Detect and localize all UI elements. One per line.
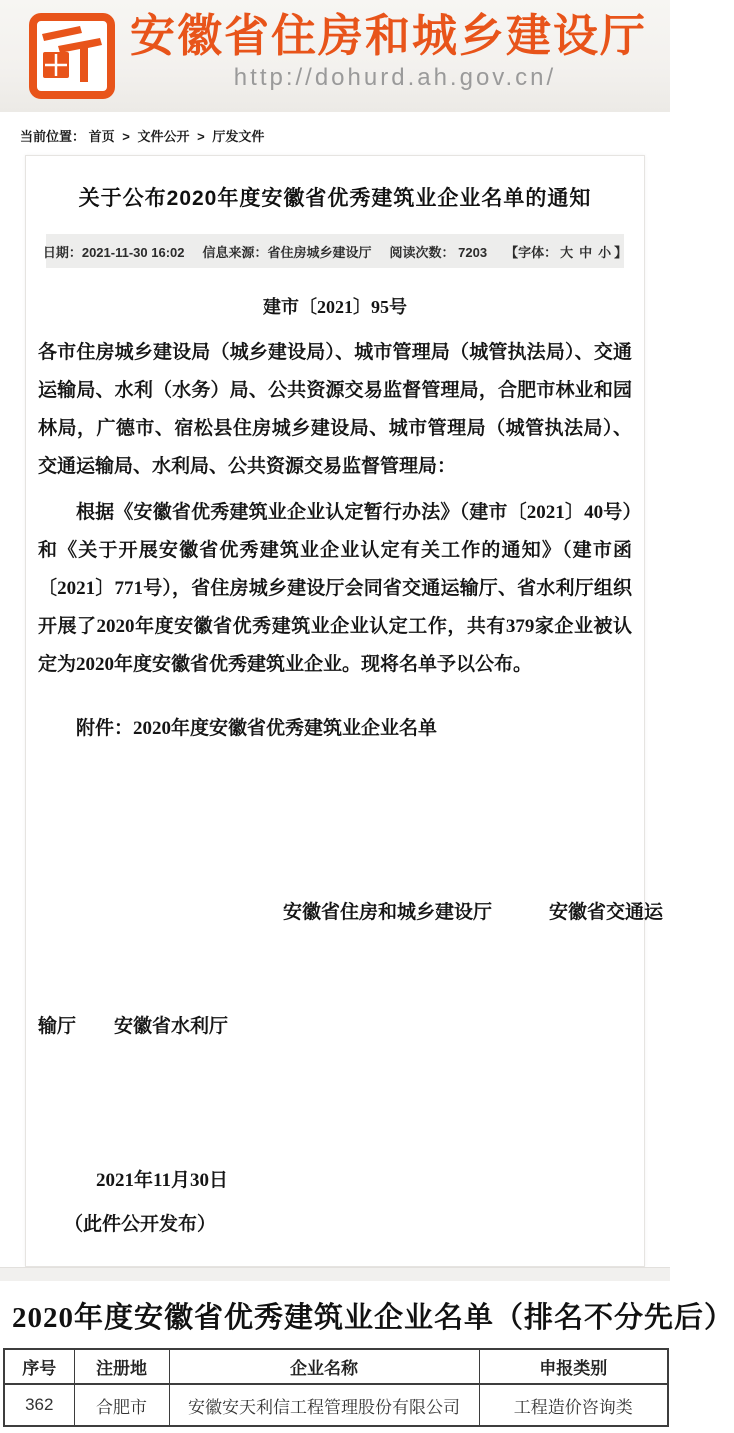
cell-registration-place: 合肥市 <box>74 1384 169 1426</box>
attachment-table-section <box>0 1281 734 1433</box>
document-wrapper <box>0 155 670 1267</box>
meta-date-value: 2021-11-30 16:02 <box>81 244 185 260</box>
meta-font-open: 【字体： <box>505 244 558 260</box>
meta-font-controls <box>505 242 627 261</box>
font-size-small-button[interactable]: 小 <box>598 244 612 260</box>
document-card <box>25 155 664 1267</box>
table-row <box>4 1384 668 1426</box>
breadcrumb-home-link[interactable]: 首页 <box>88 129 115 144</box>
breadcrumb-separator: > <box>197 129 205 144</box>
document-meta-bar <box>42 234 628 268</box>
table-header-row <box>4 1349 668 1384</box>
section-divider <box>0 1267 670 1281</box>
document-title: 关于公布2020年度安徽省优秀建筑业企业名单的通知 <box>78 187 592 210</box>
public-release-note: （此件公开发布） <box>64 1214 217 1235</box>
meta-font-close: 】 <box>614 244 628 260</box>
cell-enterprise-name: 安徽安天利信工程管理股份有限公司 <box>169 1384 479 1426</box>
document-number: 建市〔2021〕95号 <box>263 297 407 317</box>
cell-application-category: 工程造价咨询类 <box>479 1384 668 1426</box>
recipients-paragraph: 各市住房城乡建设局（城乡建设局）、城市管理局（城管执法局）、交通运输局、水利（水务）局、公共资源交易监督管理局，合肥市林业和园林局，广德市、宿松县住房城乡建设局、城市管理局（城管执法局）、交通运输局、水利局、公共资源交易监督管理局： <box>38 342 632 477</box>
site-url: http://dohurd.ah.gov.cn/ <box>233 64 557 91</box>
meta-source <box>203 242 372 261</box>
meta-views-label: 阅读次数： <box>389 244 455 260</box>
breadcrumb-separator: > <box>122 129 130 144</box>
signature-block <box>38 818 664 1122</box>
header-serial-number: 序号 <box>4 1349 74 1384</box>
breadcrumb <box>0 112 670 155</box>
breadcrumb-files-link[interactable]: 文件公开 <box>137 129 190 144</box>
meta-views-value: 7203 <box>458 244 488 260</box>
cell-serial-number: 362 <box>4 1384 74 1426</box>
site-logo-icon <box>28 12 116 100</box>
meta-source-label: 信息来源： <box>202 244 268 260</box>
meta-date <box>43 242 185 261</box>
site-banner <box>0 0 670 112</box>
header-application-category: 申报类别 <box>479 1349 668 1384</box>
breadcrumb-dept-docs-link[interactable]: 厅发文件 <box>212 129 265 144</box>
enterprise-roster-table <box>3 1348 669 1427</box>
meta-date-label: 日期： <box>42 244 82 260</box>
breadcrumb-label: 当前位置： <box>20 129 86 144</box>
signature-line-1: 安徽省住房和城乡建设厅 安徽省交通运 <box>283 902 664 923</box>
header-registration-place: 注册地 <box>74 1349 169 1384</box>
meta-views <box>390 242 488 261</box>
font-size-large-button[interactable]: 大 <box>560 244 574 260</box>
attachment-link[interactable]: 附件：2020年度安徽省优秀建筑业企业名单 <box>76 718 438 739</box>
document-date: 2021年11月30日 <box>96 1170 228 1191</box>
document-body <box>38 288 664 1244</box>
site-title: 安徽省住房和城乡建设厅 <box>130 10 648 61</box>
header-enterprise-name: 企业名称 <box>169 1349 479 1384</box>
body-paragraph: 根据《安徽省优秀建筑业企业认定暂行办法》（建市〔2021〕40号）和《关于开展安徽省优秀建筑业企业认定有关工作的通知》（建市函〔2021〕771号），省住房城乡建设厅会同省交通运输厅、省水利厅组织开展了2020年度安徽省优秀建筑业企业认定工作，共有379家企业被认定为2020年度安徽省优秀建筑业企业。现将名单予以公布。 <box>38 502 632 675</box>
font-size-medium-button[interactable]: 中 <box>579 244 593 260</box>
signature-line-2: 输厅 安徽省水利厅 <box>38 1016 229 1037</box>
attachment-table-title: 2020年度安徽省优秀建筑业企业名单（排名不分先后） <box>12 1302 734 1334</box>
meta-source-value: 省住房城乡建设厅 <box>267 244 372 260</box>
banner-text <box>130 10 660 92</box>
